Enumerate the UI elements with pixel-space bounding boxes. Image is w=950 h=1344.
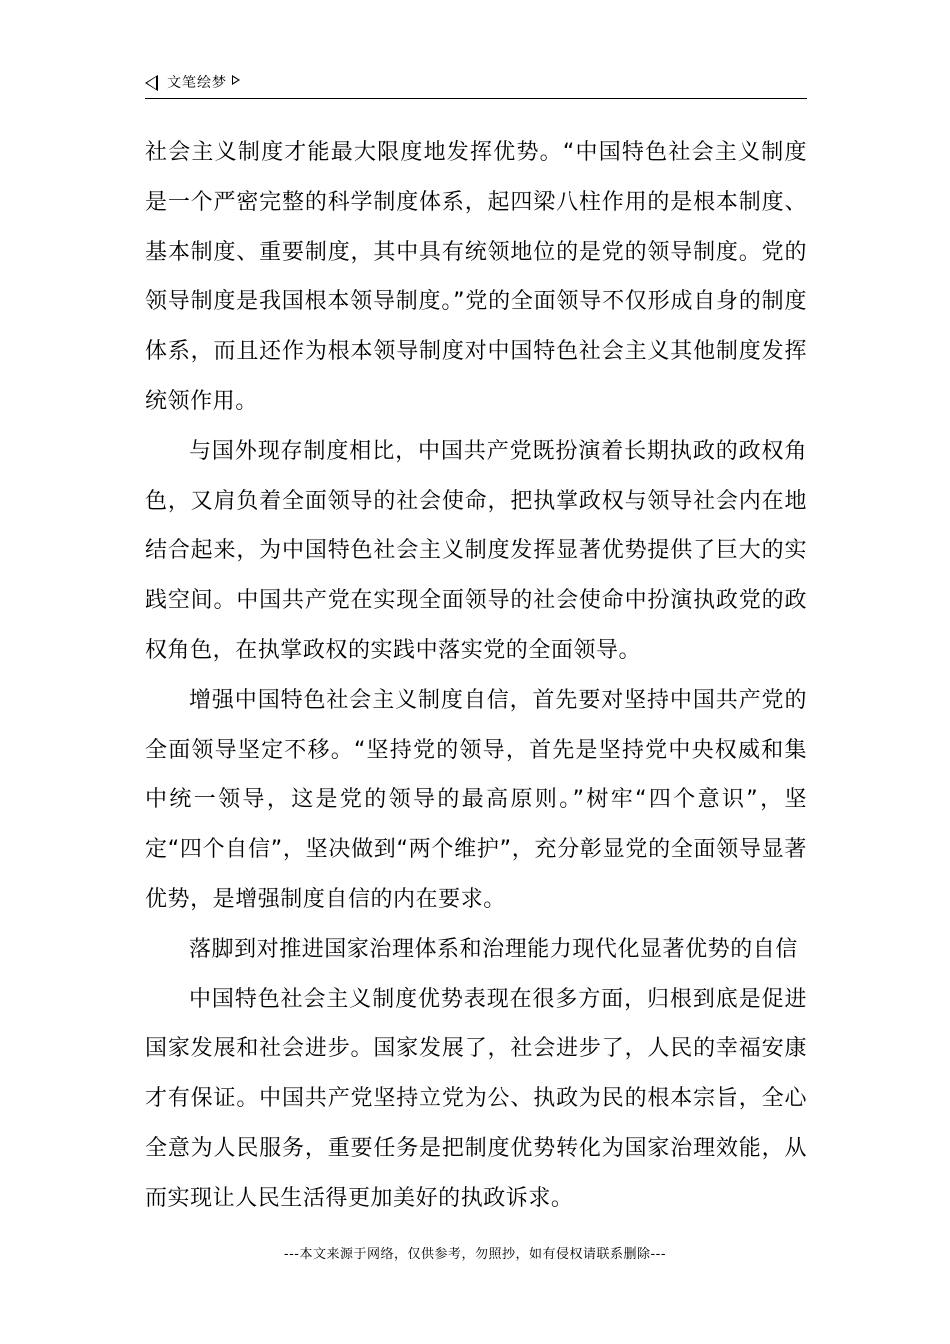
paragraph-2: 与国外现存制度相比，中国共产党既扮演着长期执政的政权角色，又肩负着全面领导的社会使命，把执掌政权与领导社会内在地结合起来，为中国特色社会主义制度发挥显著优势提供了巨大的实践空间。中国共产党在实现全面领导的社会使命中扮演执政党的政权角色，在执掌政权的实践中落实党的全面领导。	[145, 438, 807, 663]
page-header	[145, 72, 807, 99]
section-heading: 落脚到对推进国家治理体系和治理能力现代化显著优势的自信	[189, 936, 798, 962]
paragraph-1: 社会主义制度才能最大限度地发挥优势。“中国特色社会主义制度是一个严密完整的科学制度体系，起四梁八柱作用的是根本制度、基本制度、重要制度，其中具有统领地位的是党的领导制度。党的领导制度是我国根本领导制度。”党的全面领导不仅形成自身的制度体系，而且还作为根本领导制度对中国特色社会主义其他制度发挥统领作用。	[145, 140, 807, 414]
triangle-right-icon	[232, 75, 240, 85]
footer-notice: ---本文来源于网络，仅供参考，勿照抄，如有侵权请联系删除---	[283, 1247, 667, 1262]
paragraph-4: 中国特色社会主义制度优势表现在很多方面，归根到底是促进国家发展和社会进步。国家发展了，社会进步了，人民的幸福安康才有保证。中国共产党坚持立党为公、执政为民的根本宗旨，全心全意为人民服务，重要任务是把制度优势转化为国家治理效能，从而实现让人民生活得更加美好的执政诉求。	[145, 986, 807, 1211]
document-body	[145, 128, 807, 1224]
triangle-left-icon	[145, 75, 158, 91]
paragraph-3: 增强中国特色社会主义制度自信，首先要对坚持中国共产党的全面领导坚定不移。“坚持党的领导，首先是坚持党中央权威和集中统一领导，这是党的领导的最高原则。”树牢“四个意识”，坚定“四个自信”，坚决做到“两个维护”，充分彰显党的全面领导显著优势，是增强制度自信的内在要求。	[145, 687, 807, 912]
header-brand: 文笔绘梦	[167, 75, 227, 91]
